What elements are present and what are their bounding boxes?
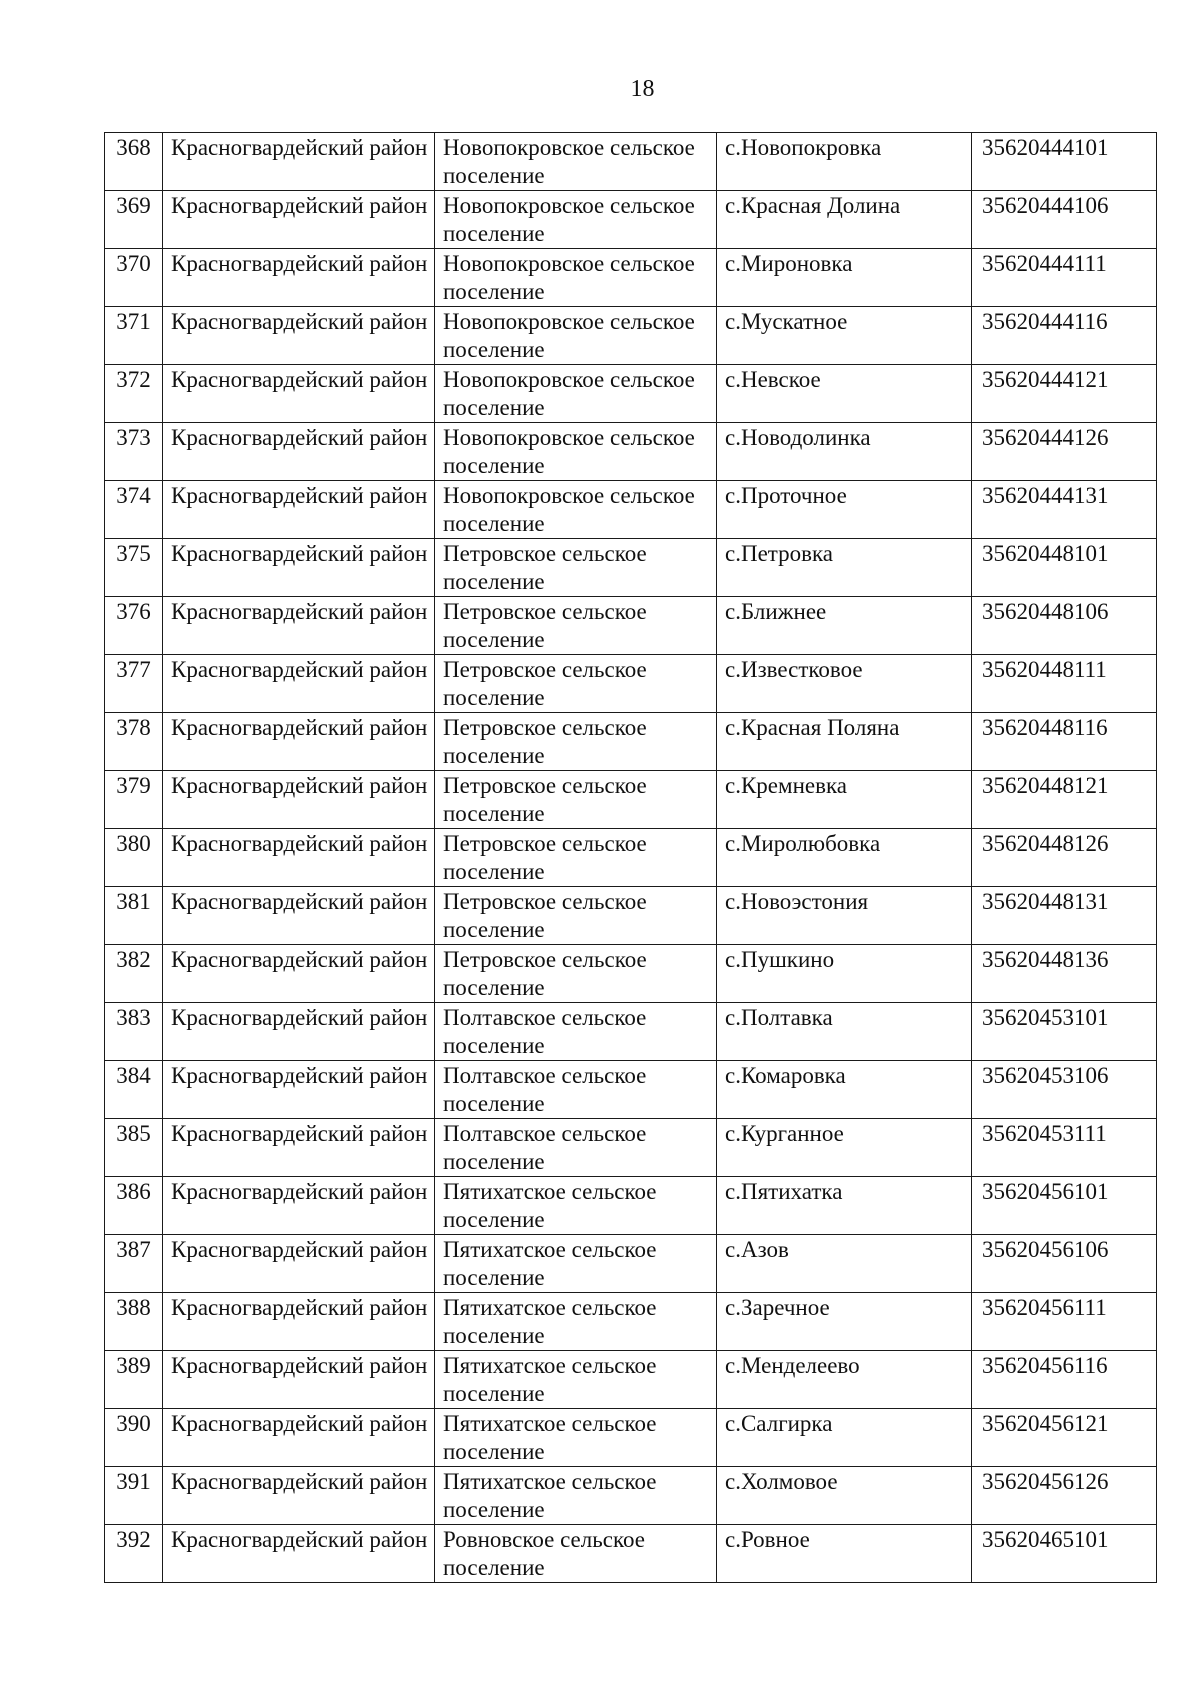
locality-cell: с.Заречное: [717, 1293, 972, 1351]
oktmo-code-cell: 35620444131: [972, 481, 1157, 539]
district-cell: Красногвардейский район: [163, 1293, 435, 1351]
locality-cell: с.Кремневка: [717, 771, 972, 829]
oktmo-code-cell: 35620453101: [972, 1003, 1157, 1061]
table-row: [105, 829, 1157, 887]
row-number-cell: 383: [105, 1003, 163, 1061]
page-number: 18: [630, 76, 655, 102]
settlement-cell: Пятихатское сельское поселение: [435, 1293, 717, 1351]
locality-cell: с.Менделеево: [717, 1351, 972, 1409]
locality-cell: с.Миролюбовка: [717, 829, 972, 887]
oktmo-code-cell: 35620456126: [972, 1467, 1157, 1525]
oktmo-code-cell: 35620448126: [972, 829, 1157, 887]
district-cell: Красногвардейский район: [163, 191, 435, 249]
oktmo-code-cell: 35620448136: [972, 945, 1157, 1003]
district-cell: Красногвардейский район: [163, 1003, 435, 1061]
locality-cell: с.Холмовое: [717, 1467, 972, 1525]
district-cell: Красногвардейский район: [163, 1177, 435, 1235]
district-cell: Красногвардейский район: [163, 1119, 435, 1177]
oktmo-code-cell: 35620456101: [972, 1177, 1157, 1235]
oktmo-code-cell: 35620444116: [972, 307, 1157, 365]
row-number-cell: 372: [105, 365, 163, 423]
settlement-cell: Петровское сельское поселение: [435, 597, 717, 655]
oktmo-code-cell: 35620448111: [972, 655, 1157, 713]
settlement-cell: Пятихатское сельское поселение: [435, 1409, 717, 1467]
district-cell: Красногвардейский район: [163, 307, 435, 365]
settlement-cell: Петровское сельское поселение: [435, 829, 717, 887]
locality-cell: с.Салгирка: [717, 1409, 972, 1467]
locality-cell: с.Петровка: [717, 539, 972, 597]
locality-cell: с.Новопокровка: [717, 133, 972, 191]
oktmo-code-cell: 35620448116: [972, 713, 1157, 771]
locality-cell: с.Новоэстония: [717, 887, 972, 945]
settlement-cell: Ровновское сельское поселение: [435, 1525, 717, 1583]
registry-table: [104, 132, 1157, 1583]
row-number-cell: 374: [105, 481, 163, 539]
row-number-cell: 381: [105, 887, 163, 945]
row-number-cell: 384: [105, 1061, 163, 1119]
locality-cell: с.Красная Долина: [717, 191, 972, 249]
row-number-cell: 390: [105, 1409, 163, 1467]
row-number-cell: 368: [105, 133, 163, 191]
locality-cell: с.Пушкино: [717, 945, 972, 1003]
settlement-cell: Новопокровское сельское поселение: [435, 307, 717, 365]
settlement-cell: Новопокровское сельское поселение: [435, 481, 717, 539]
settlement-cell: Пятихатское сельское поселение: [435, 1235, 717, 1293]
settlement-cell: Новопокровское сельское поселение: [435, 423, 717, 481]
table-row: [105, 481, 1157, 539]
district-cell: Красногвардейский район: [163, 365, 435, 423]
settlement-cell: Полтавское сельское поселение: [435, 1003, 717, 1061]
table-row: [105, 1003, 1157, 1061]
locality-cell: с.Проточное: [717, 481, 972, 539]
district-cell: Красногвардейский район: [163, 1525, 435, 1583]
settlement-cell: Пятихатское сельское поселение: [435, 1351, 717, 1409]
table-row: [105, 1467, 1157, 1525]
district-cell: Красногвардейский район: [163, 423, 435, 481]
oktmo-code-cell: 35620448121: [972, 771, 1157, 829]
oktmo-code-cell: 35620448131: [972, 887, 1157, 945]
table-row: [105, 1119, 1157, 1177]
row-number-cell: 376: [105, 597, 163, 655]
oktmo-code-cell: 35620465101: [972, 1525, 1157, 1583]
table-row: [105, 771, 1157, 829]
table-row: [105, 423, 1157, 481]
settlement-cell: Новопокровское сельское поселение: [435, 249, 717, 307]
row-number-cell: 389: [105, 1351, 163, 1409]
row-number-cell: 373: [105, 423, 163, 481]
oktmo-code-cell: 35620444126: [972, 423, 1157, 481]
table-row: [105, 655, 1157, 713]
district-cell: Красногвардейский район: [163, 1409, 435, 1467]
settlement-cell: Петровское сельское поселение: [435, 713, 717, 771]
settlement-cell: Полтавское сельское поселение: [435, 1061, 717, 1119]
settlement-cell: Петровское сельское поселение: [435, 539, 717, 597]
row-number-cell: 387: [105, 1235, 163, 1293]
settlement-cell: Петровское сельское поселение: [435, 771, 717, 829]
settlement-cell: Новопокровское сельское поселение: [435, 191, 717, 249]
locality-cell: с.Ближнее: [717, 597, 972, 655]
locality-cell: с.Известковое: [717, 655, 972, 713]
district-cell: Красногвардейский район: [163, 1235, 435, 1293]
oktmo-code-cell: 35620444101: [972, 133, 1157, 191]
oktmo-code-cell: 35620444111: [972, 249, 1157, 307]
settlement-cell: Пятихатское сельское поселение: [435, 1467, 717, 1525]
table-row: [105, 539, 1157, 597]
row-number-cell: 382: [105, 945, 163, 1003]
row-number-cell: 388: [105, 1293, 163, 1351]
settlement-cell: Новопокровское сельское поселение: [435, 365, 717, 423]
oktmo-code-cell: 35620456121: [972, 1409, 1157, 1467]
district-cell: Красногвардейский район: [163, 481, 435, 539]
table-row: [105, 713, 1157, 771]
district-cell: Красногвардейский район: [163, 597, 435, 655]
table-row: [105, 191, 1157, 249]
table-row: [105, 133, 1157, 191]
oktmo-code-cell: 35620444121: [972, 365, 1157, 423]
locality-cell: с.Невское: [717, 365, 972, 423]
oktmo-code-cell: 35620453106: [972, 1061, 1157, 1119]
district-cell: Красногвардейский район: [163, 249, 435, 307]
settlement-cell: Петровское сельское поселение: [435, 655, 717, 713]
table-row: [105, 365, 1157, 423]
row-number-cell: 371: [105, 307, 163, 365]
row-number-cell: 380: [105, 829, 163, 887]
row-number-cell: 379: [105, 771, 163, 829]
row-number-cell: 375: [105, 539, 163, 597]
oktmo-code-cell: 35620448101: [972, 539, 1157, 597]
table-row: [105, 945, 1157, 1003]
settlement-cell: Пятихатское сельское поселение: [435, 1177, 717, 1235]
district-cell: Красногвардейский район: [163, 1467, 435, 1525]
table-row: [105, 597, 1157, 655]
locality-cell: с.Полтавка: [717, 1003, 972, 1061]
table-row: [105, 887, 1157, 945]
district-cell: Красногвардейский район: [163, 1351, 435, 1409]
oktmo-code-cell: 35620453111: [972, 1119, 1157, 1177]
oktmo-code-cell: 35620448106: [972, 597, 1157, 655]
oktmo-code-cell: 35620456111: [972, 1293, 1157, 1351]
row-number-cell: 370: [105, 249, 163, 307]
locality-cell: с.Комаровка: [717, 1061, 972, 1119]
locality-cell: с.Красная Поляна: [717, 713, 972, 771]
locality-cell: с.Мироновка: [717, 249, 972, 307]
table-row: [105, 1061, 1157, 1119]
district-cell: Красногвардейский район: [163, 713, 435, 771]
row-number-cell: 392: [105, 1525, 163, 1583]
settlement-cell: Полтавское сельское поселение: [435, 1119, 717, 1177]
locality-cell: с.Пятихатка: [717, 1177, 972, 1235]
table-row: [105, 249, 1157, 307]
table-row: [105, 1409, 1157, 1467]
locality-cell: с.Ровное: [717, 1525, 972, 1583]
district-cell: Красногвардейский район: [163, 1061, 435, 1119]
row-number-cell: 377: [105, 655, 163, 713]
locality-cell: с.Азов: [717, 1235, 972, 1293]
row-number-cell: 386: [105, 1177, 163, 1235]
row-number-cell: 369: [105, 191, 163, 249]
district-cell: Красногвардейский район: [163, 655, 435, 713]
table-body: [105, 133, 1157, 1583]
row-number-cell: 391: [105, 1467, 163, 1525]
table-row: [105, 307, 1157, 365]
row-number-cell: 378: [105, 713, 163, 771]
table-row: [105, 1525, 1157, 1583]
settlement-cell: Петровское сельское поселение: [435, 945, 717, 1003]
settlement-cell: Петровское сельское поселение: [435, 887, 717, 945]
district-cell: Красногвардейский район: [163, 133, 435, 191]
table-row: [105, 1351, 1157, 1409]
oktmo-code-cell: 35620456106: [972, 1235, 1157, 1293]
row-number-cell: 385: [105, 1119, 163, 1177]
district-cell: Красногвардейский район: [163, 829, 435, 887]
district-cell: Красногвардейский район: [163, 887, 435, 945]
district-cell: Красногвардейский район: [163, 539, 435, 597]
locality-cell: с.Новодолинка: [717, 423, 972, 481]
district-cell: Красногвардейский район: [163, 945, 435, 1003]
table-row: [105, 1235, 1157, 1293]
oktmo-code-cell: 35620444106: [972, 191, 1157, 249]
table-row: [105, 1293, 1157, 1351]
table-row: [105, 1177, 1157, 1235]
settlement-cell: Новопокровское сельское поселение: [435, 133, 717, 191]
locality-cell: с.Мускатное: [717, 307, 972, 365]
oktmo-code-cell: 35620456116: [972, 1351, 1157, 1409]
locality-cell: с.Курганное: [717, 1119, 972, 1177]
district-cell: Красногвардейский район: [163, 771, 435, 829]
